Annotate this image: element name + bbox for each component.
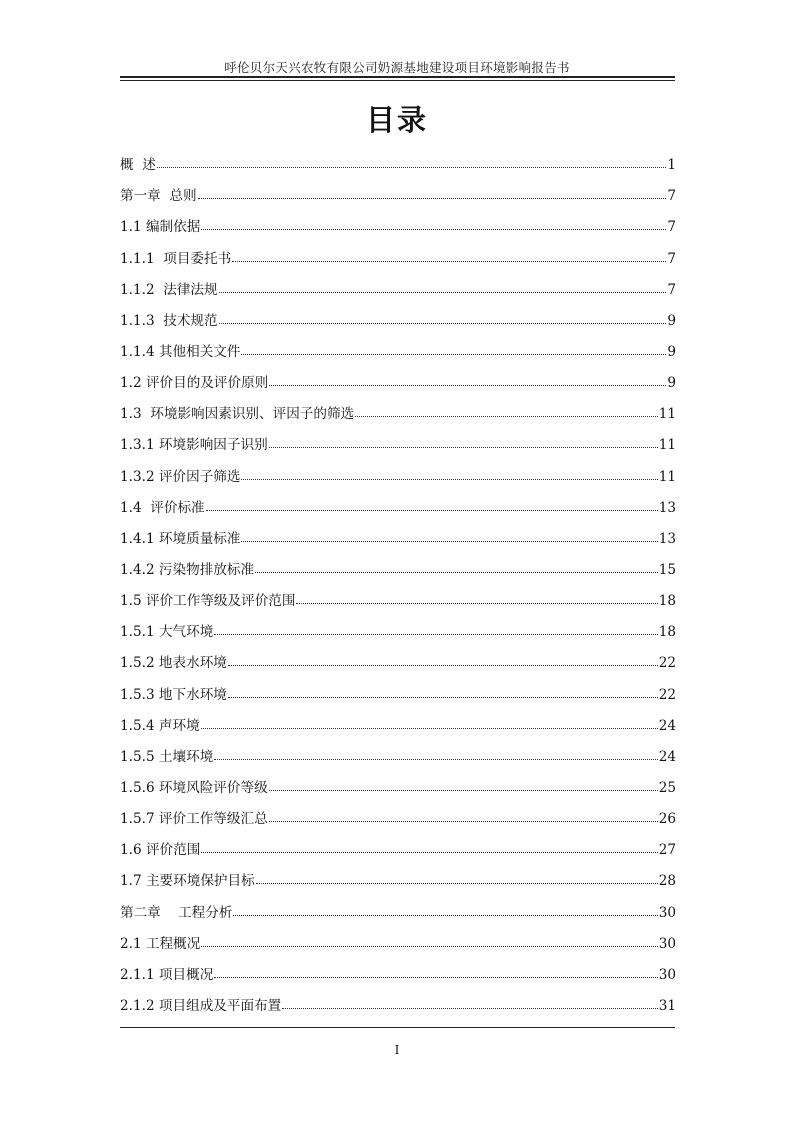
toc-entry-page: 30 [658, 935, 676, 952]
toc-entry-page: 26 [658, 811, 676, 828]
toc-dot-leader [214, 634, 657, 635]
toc-dot-leader [201, 946, 657, 947]
toc-entry-page: 7 [667, 219, 676, 236]
toc-entry[interactable] [120, 142, 676, 173]
toc-entry-label: 1.1.4 其他相关文件 [120, 343, 241, 360]
toc-entry[interactable] [120, 298, 676, 329]
toc-entry[interactable] [120, 734, 676, 765]
toc-dot-leader [201, 229, 666, 230]
toc-dot-leader [355, 416, 658, 417]
header-rule-thick [120, 76, 675, 78]
toc-entry-label: 1.4.1 环境质量标准 [120, 530, 241, 547]
header-rule-thin [120, 80, 675, 81]
footer-page-number: I [394, 1043, 400, 1057]
toc-entry-label: 1.1.3 技术规范 [120, 312, 218, 329]
toc-entry-label: 1.5.7 评价工作等级汇总 [120, 811, 268, 828]
toc-dot-leader [255, 572, 658, 573]
toc-entry-page: 25 [658, 779, 676, 796]
toc-dot-leader [269, 821, 658, 822]
toc-entry-page: 15 [658, 561, 676, 578]
toc-entry-label: 2.1.1 项目概况 [120, 966, 214, 983]
toc-dot-leader [201, 852, 657, 853]
toc-entry[interactable] [120, 609, 676, 640]
toc-entry-label: 1.5 评价工作等级及评价范围 [120, 593, 296, 610]
toc-entry[interactable] [120, 204, 676, 235]
toc-entry-label: 1.4 评价标准 [120, 499, 205, 516]
toc-entry-label: 1.5.5 土壤环境 [120, 748, 214, 765]
toc-entry-page: 30 [658, 904, 676, 921]
toc-entry-page: 11 [658, 437, 676, 454]
toc-entry-page: 27 [658, 842, 676, 859]
toc-entry[interactable] [120, 640, 676, 671]
toc-entry-page: 22 [658, 686, 676, 703]
toc-entry-label: 2.1.2 项目组成及平面布置 [120, 997, 282, 1014]
toc-entry-page: 18 [658, 624, 676, 641]
toc-dot-leader [198, 198, 667, 199]
toc-entry-label: 1.1.2 法律法规 [120, 281, 218, 298]
toc-entry-label: 第一章 总则 [120, 188, 197, 205]
toc-entry-page: 13 [658, 499, 676, 516]
toc-entry[interactable] [120, 391, 676, 422]
toc-entry[interactable] [120, 765, 676, 796]
toc-entry-page: 31 [658, 997, 676, 1014]
toc-entry-label: 1.5.3 地下水环境 [120, 686, 227, 703]
toc-entry[interactable] [120, 485, 676, 516]
toc-dot-leader [228, 665, 658, 666]
toc-entry-label: 2.1 工程概况 [120, 935, 201, 952]
toc-entry[interactable] [120, 671, 676, 702]
toc-entry[interactable] [120, 516, 676, 547]
toc-entry-label: 1.3.2 评价因子筛选 [120, 468, 241, 485]
toc-entry[interactable] [120, 858, 676, 889]
toc-entry-label: 1.5.2 地表水环境 [120, 655, 227, 672]
toc-entry-label: 第二章 工程分析 [120, 904, 233, 921]
toc-dot-leader [241, 354, 666, 355]
toc-dot-leader [282, 1008, 657, 1009]
toc-entry[interactable] [120, 329, 676, 360]
toc-dot-leader [219, 292, 667, 293]
toc-entry-label: 1.3.1 环境影响因子识别 [120, 437, 268, 454]
toc-entry[interactable] [120, 453, 676, 484]
toc-entry-page: 28 [658, 873, 676, 890]
toc-entry-label: 1.5.1 大气环境 [120, 624, 214, 641]
toc-dot-leader [269, 790, 658, 791]
toc-entry-page: 9 [667, 312, 676, 329]
toc-entry[interactable] [120, 796, 676, 827]
toc-entry-label: 1.3 环境影响因素识别、评因子的筛选 [120, 406, 355, 423]
toc-entry-page: 18 [658, 593, 676, 610]
toc-entry[interactable] [120, 827, 676, 858]
toc-entry[interactable] [120, 235, 676, 266]
toc-dot-leader [241, 541, 657, 542]
footer-rule [120, 1027, 675, 1028]
toc-entry[interactable] [120, 578, 676, 609]
toc-entry-label: 1.1 编制依据 [120, 219, 201, 236]
toc-dot-leader [296, 603, 657, 604]
toc-entry-label: 1.4.2 污染物排放标准 [120, 561, 255, 578]
toc-entry[interactable] [120, 173, 676, 204]
toc-dot-leader [201, 728, 658, 729]
toc-entry[interactable] [120, 547, 676, 578]
toc-entry[interactable] [120, 360, 676, 391]
toc-dot-leader [233, 915, 657, 916]
toc-entry-label: 1.6 评价范围 [120, 842, 201, 859]
toc-entry[interactable] [120, 983, 676, 1014]
toc-entry-page: 24 [658, 717, 676, 734]
toc-entry-page: 13 [658, 530, 676, 547]
toc-dot-leader [228, 697, 658, 698]
toc-entry[interactable] [120, 952, 676, 983]
toc-entry[interactable] [120, 267, 676, 298]
toc-dot-leader [214, 759, 657, 760]
toc-dot-leader [219, 323, 667, 324]
toc-entry-label: 概 述 [120, 157, 156, 174]
toc-entry-page: 7 [667, 281, 676, 298]
toc-dot-leader [269, 385, 666, 386]
toc-entry-page: 30 [658, 966, 676, 983]
toc-entry-page: 7 [667, 250, 676, 267]
toc-entry[interactable] [120, 889, 676, 920]
toc-entry[interactable] [120, 703, 676, 734]
toc-dot-leader [241, 479, 657, 480]
toc-entry-page: 11 [658, 468, 676, 485]
toc-entry-page: 11 [658, 406, 676, 423]
toc-dot-leader [269, 447, 658, 448]
toc-entry[interactable] [120, 921, 676, 952]
toc-entry-page: 1 [667, 157, 676, 174]
toc-dot-leader [256, 883, 658, 884]
toc-entry-page: 7 [667, 188, 676, 205]
table-of-contents [120, 142, 676, 1014]
toc-dot-leader [157, 167, 667, 168]
page-title: 目录 [365, 103, 428, 137]
toc-dot-leader [206, 510, 658, 511]
toc-entry-page: 9 [667, 375, 676, 392]
toc-entry-page: 22 [658, 655, 676, 672]
toc-entry-label: 1.5.6 环境风险评价等级 [120, 779, 268, 796]
toc-entry-label: 1.2 评价目的及评价原则 [120, 375, 269, 392]
toc-entry-label: 1.7 主要环境保护目标 [120, 873, 255, 890]
toc-entry-label: 1.5.4 声环境 [120, 717, 200, 734]
toc-entry[interactable] [120, 422, 676, 453]
toc-dot-leader [214, 977, 657, 978]
toc-entry-page: 24 [658, 748, 676, 765]
toc-entry-page: 9 [667, 343, 676, 360]
toc-entry-label: 1.1.1 项目委托书 [120, 250, 232, 267]
toc-dot-leader [232, 261, 666, 262]
running-header: 呼伦贝尔天兴农牧有限公司奶源基地建设项目环境影响报告书 [224, 60, 570, 75]
